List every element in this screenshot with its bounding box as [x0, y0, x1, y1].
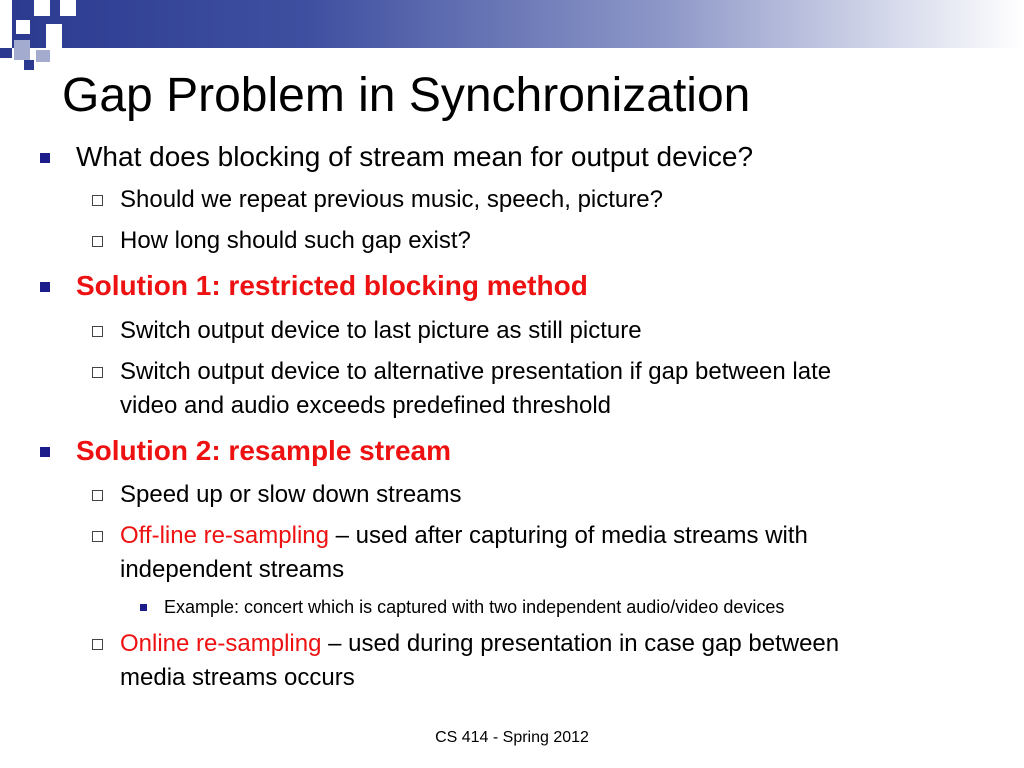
hollow-square-bullet-icon [92, 326, 103, 337]
bullet-text: independent streams [120, 556, 345, 583]
bullet-text: Switch output device to last picture as still picture [120, 317, 642, 344]
bullet-text: Should we repeat previous music, speech, picture? [120, 186, 663, 213]
bullet-text: How long should such gap exist? [120, 227, 471, 254]
hollow-square-bullet-icon [92, 490, 103, 501]
square-bullet-icon [40, 282, 50, 292]
hollow-square-bullet-icon [92, 639, 103, 650]
bullet-text: media streams occurs [120, 664, 355, 691]
bullet-text: Speed up or slow down streams [120, 481, 462, 508]
bullet-text-rest: – used during presentation in case gap between [321, 630, 840, 657]
square-bullet-icon [40, 153, 50, 163]
bullet-text: Switch output device to alternative presentation if gap between late [120, 358, 832, 385]
hollow-square-bullet-icon [92, 531, 103, 542]
highlight-term: Online re-sampling [120, 630, 322, 657]
bullet-text: What does blocking of stream mean for output device? [76, 141, 754, 172]
hollow-square-bullet-icon [92, 236, 103, 247]
small-square-bullet-icon [140, 604, 147, 611]
square-bullet-icon [40, 447, 50, 457]
slide-title: Gap Problem in Synchronization [62, 69, 751, 122]
bullet-text [120, 627, 839, 661]
hollow-square-bullet-icon [92, 195, 103, 206]
bullet-text: Example: concert which is captured with two independent audio/video devices [164, 597, 785, 617]
bullet-text-heading: Solution 1: restricted blocking method [76, 270, 588, 301]
bullet-text: video and audio exceeds predefined threshold [120, 392, 612, 419]
hollow-square-bullet-icon [92, 367, 103, 378]
bullet-text-heading: Solution 2: resample stream [76, 435, 452, 466]
highlight-term: Off-line re-sampling [120, 522, 329, 549]
bullet-text-rest: – used after capturing of media streams with [328, 522, 808, 549]
slide-footer: CS 414 - Spring 2012 [435, 729, 589, 746]
bullet-text [120, 519, 808, 553]
